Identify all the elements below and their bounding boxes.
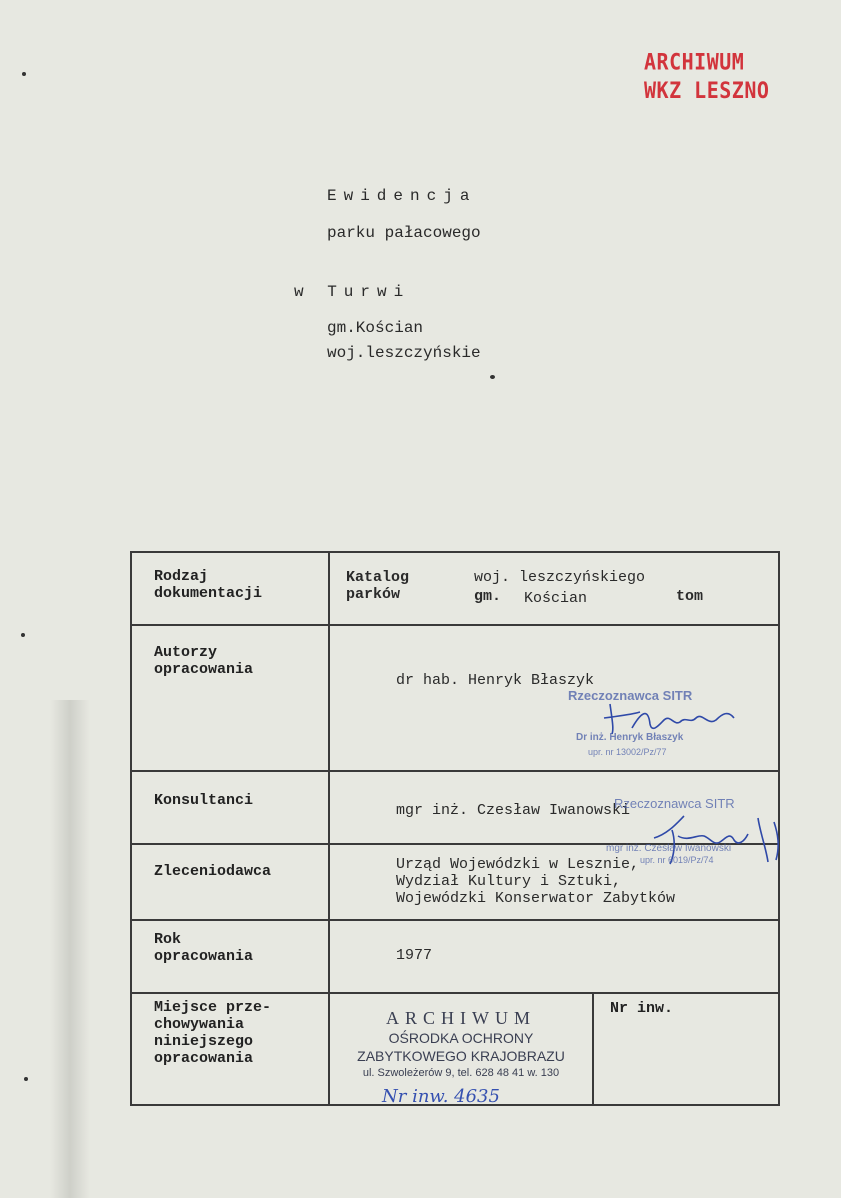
doc-type-value-f: tom: [676, 588, 704, 605]
commissioner-line-3: Wojewódzki Konserwator Zabytków: [396, 890, 676, 907]
table-row: [131, 552, 779, 625]
doc-type-value-c: woj. leszczyńskiego: [474, 569, 646, 586]
punch-mark: [24, 1077, 28, 1081]
row-label: Autorzy opracowania: [154, 644, 254, 678]
title-line-4: gm.Kościan: [327, 319, 424, 337]
title-line-1: Ewidencja: [327, 187, 477, 205]
row-label: Miejsce prze- chowywania niniejszego opracowania: [154, 999, 272, 1067]
record-table: [130, 551, 780, 1106]
archive-stamp: ARCHIWUM OŚRODKA OCHRONY ZABYTKOWEGO KRAJOBRAZU ul. Szwoleżerów 9, tel. 628 48 41 w. 130: [357, 1008, 565, 1079]
doc-type-value-a: Katalog: [346, 569, 410, 586]
consultant-stamp-line-3: upr. nr 6019/Pz/74: [640, 855, 714, 865]
author-stamp-line-3: upr. nr 13002/Pz/77: [588, 747, 667, 757]
row-label: Rodzaj dokumentacji: [154, 568, 263, 602]
row-label: Konsultanci: [154, 792, 254, 809]
doc-type-value-e: Kościan: [524, 590, 588, 607]
doc-type-value-d: gm.: [474, 588, 502, 605]
table-row: [131, 625, 779, 771]
consultant-stamp-line-1: Rzeczoznawca SITR: [614, 796, 735, 811]
table-row: [131, 844, 779, 920]
author-signature: [600, 694, 750, 742]
consultant-stamp-line-2: mgr inż. Czesław Iwanowski: [606, 843, 732, 854]
title-line-2: parku pałacowego: [327, 224, 481, 242]
commissioner-line-1: Urząd Wojewódzki w Lesznie,: [396, 856, 640, 873]
doc-type-value-b: parków: [346, 586, 401, 603]
title-line-3: w Turwi: [294, 283, 411, 301]
author-stamp-line-1: Rzeczoznawca SITR: [568, 688, 693, 703]
punch-mark: [22, 72, 26, 76]
table-row: [131, 920, 779, 993]
title-line-5: woj.leszczyńskie: [327, 344, 481, 362]
table-row: [131, 993, 779, 1105]
table-row: [131, 771, 779, 844]
handwritten-inventory-number: Nr inw. 4635: [382, 1086, 500, 1107]
ink-speck: [490, 375, 495, 379]
consultant-value: mgr inż. Czesław Iwanowski: [396, 802, 631, 819]
row-label: Zleceniodawca: [154, 863, 272, 880]
inventory-number-label: Nr inw.: [610, 1000, 674, 1017]
commissioner-line-2: Wydział Kultury i Sztuki,: [396, 873, 622, 890]
author-value: dr hab. Henryk Błaszyk: [396, 672, 595, 689]
row-label: Rok opracowania: [154, 931, 254, 965]
year-value: 1977: [396, 947, 433, 964]
punch-mark: [21, 633, 25, 637]
author-stamp-line-2: Dr inż. Henryk Błaszyk: [576, 732, 684, 743]
archive-stamp-red: ARCHIWUM WKZ LESZNO: [644, 48, 770, 104]
scan-shadow: [50, 700, 90, 1198]
